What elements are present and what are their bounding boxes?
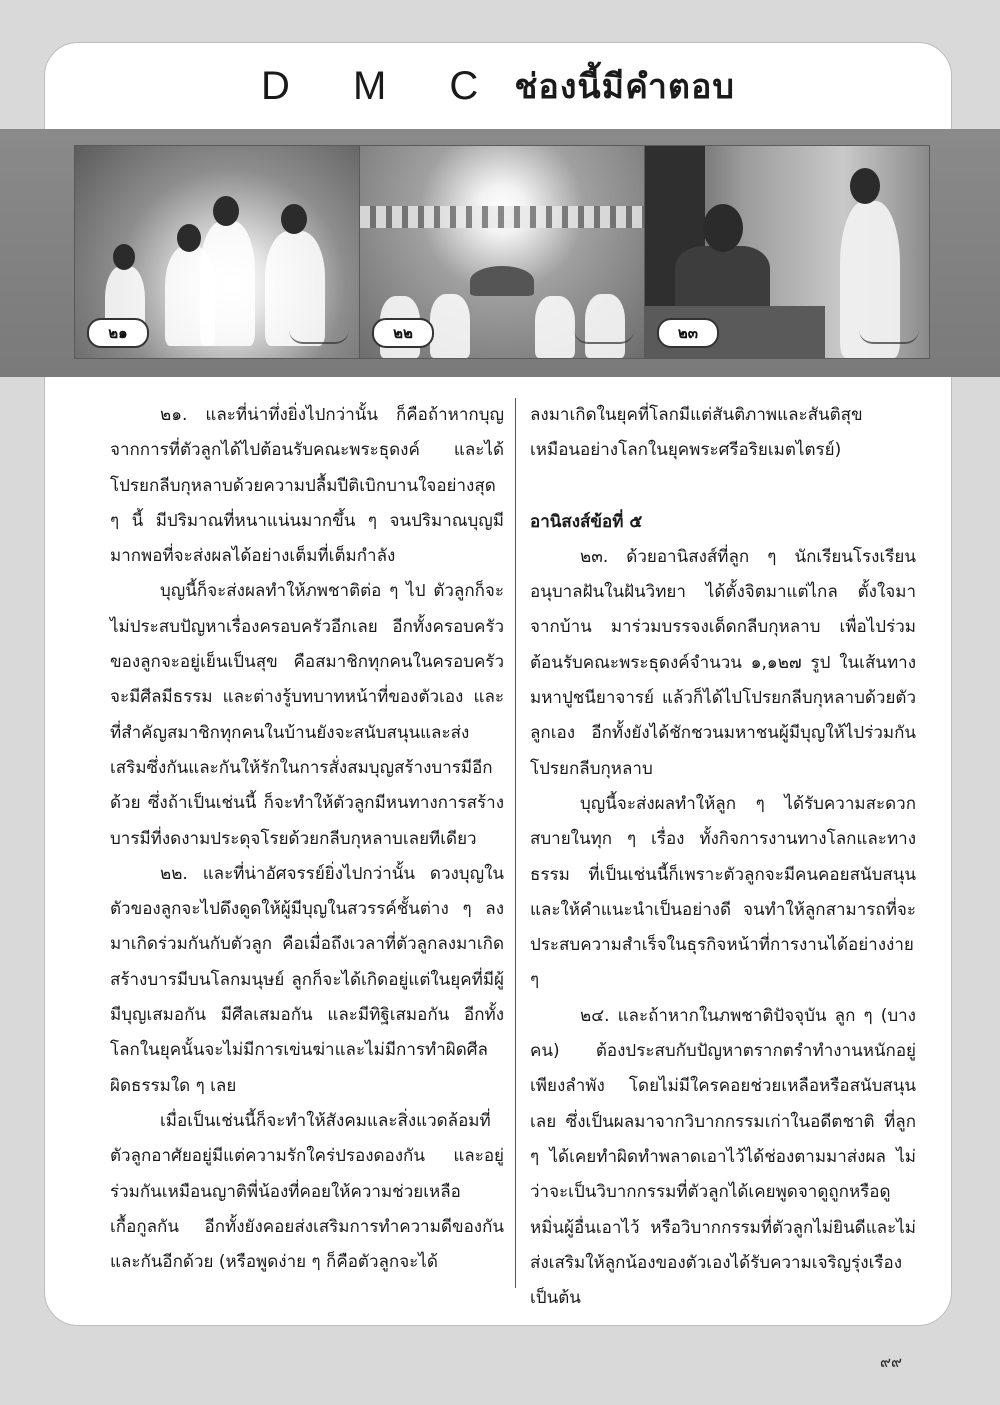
figure-father [265, 231, 325, 346]
paragraph: ๒๒. และที่น่าอัศจรรย์ยิ่งไปกว่านั้น ดวงบุญในตัวของลูกจะไปดึงดูดให้ผู้มีบุญในสวรรค์ชั้นต่าง ๆ ลงมาเกิดร่วมกันกับตัวลูก คือเมื่อถึงเวลาที่ตัวลูกลงมาเกิดสร้างบารมีบนโลกมนุษย์ ลูกก็จะได้เกิดอยู่แต่ในยุคที่มีผู้มีบุญเสมอกัน มีศีลเสมอกัน และมีทิฐิเสมอกัน อีกทั้งโลกในยุคนั้นจะไม่มีการเข่นฆ่าและไม่มีการทำผิดศีลผิดธรรมใด ๆ เลย [110, 863, 504, 1096]
left-column [110, 398, 504, 1280]
paragraph: บุญนี้จะส่งผลทำให้ลูก ๆ ได้รับความสะดวกสบายในทุก ๆ เรื่อง ทั้งกิจการงานทางโลกและทางธรรม ที่เป็นเช่นนี้ก็เพราะตัวลูกจะมีคนคอยสนับสนุนและให้คำแนะนำเป็นอย่างดี จนทำให้ลูกสามารถที่จะประสบความสำเร็จในธุรกิจหน้าที่การงานได้อย่างง่าย ๆ [530, 793, 916, 991]
page-header [45, 43, 951, 129]
illustration-23 [644, 145, 930, 359]
figure-devotee [535, 296, 575, 358]
monks-row [360, 206, 644, 228]
illustration-21 [74, 145, 360, 359]
section-subheading: อานิสงส์ข้อที่ ๕ [530, 511, 643, 532]
figure-devotee [430, 294, 470, 358]
figure-child-head [113, 244, 135, 270]
column-divider [515, 398, 516, 1288]
header-subtitle: ช่องนี้มีคำตอบ [514, 67, 735, 107]
figure-mother-head [213, 196, 239, 226]
paragraph: ๒๓. ด้วยอานิสงส์ที่ลูก ๆ นักเรียนโรงเรียนอนุบาลฝันในฝันวิทยา ได้ตั้งจิตมาแต่ไกล ตั้งใจมาจากบ้าน มาร่วมบรรจงเด็ดกลีบกุหลาบ เพื่อไปร่วมต้อนรับคณะพระธุดงค์จำนวน ๑,๑๒๗ รูป ในเส้นทางมหาปูชนียาจารย์ แล้วก็ได้ไปโปรยกลีบกุหลาบด้วยตัวลูกเอง อีกทั้งยังได้ชักชวนมหาชนผู้มีบุญให้ไปร่วมกันโปรยกลีบกุหลาบ [530, 546, 916, 779]
paragraph-continuation: ลงมาเกิดในยุคที่โลกมีแต่สันติภาพและสันติสุข เหมือนอย่างโลกในยุคพระศรีอริยเมตไตรย์) [530, 405, 863, 461]
paragraph: บุญนี้ก็จะส่งผลทำให้ภพชาติต่อ ๆ ไป ตัวลูกก็จะไม่ประสบปัญหาเรื่องครอบครัวอีกเลย อีกทั้งครอบครัวของลูกจะอยู่เย็นเป็นสุข คือสมาชิกทุกคนในครอบครัวจะมีศีลมีธรรม และต่างรู้บทบาทหน้าที่ของตัวเอง และที่สำคัญสมาชิกทุกคนในบ้านยังจะสนับสนุนและส่งเสริมซึ่งกันและกันให้รักในการสั่งสมบุญสร้างบารมีอีกด้วย ซึ่งถ้าเป็นเช่นนี้ ก็จะทำให้ตัวลูกมีหนทางการสร้างบารมีที่งดงามประดุจโรยด้วยกลีบกุหลาบเลยทีเดียว [110, 581, 504, 849]
watermark-logo [859, 330, 919, 344]
watermark-logo [289, 330, 349, 344]
image-number-badge: ๒๑ [87, 318, 149, 348]
paragraph: เมื่อเป็นเช่นนี้ก็จะทำให้สังคมและสิ่งแวดล้อมที่ตัวลูกอาศัยอยู่มีแต่ความรักใคร่ปรองดองกัน และอยู่ร่วมกันเหมือนญาติพี่น้องที่คอยให้ความช่วยเหลือเกื้อกูลกัน อีกทั้งยังคอยส่งเสริมการทำความดีของกันและกันอีกด้วย (หรือพูดง่าย ๆ ก็คือตัวลูกจะได้ [110, 1110, 504, 1273]
figure-mother [200, 221, 255, 346]
figure-devotee [585, 294, 625, 358]
figure-boy-head [177, 224, 201, 252]
image-number-badge: ๒๓ [657, 318, 719, 348]
paragraph: ๒๑. และที่น่าทึ่งยิ่งไปกว่านั้น ก็คือถ้าหากบุญจากการที่ตัวลูกได้ไปต้อนรับคณะพระธุดงค์ และได้โปรยกลีบกุหลาบด้วยความปลื้มปีติเบิกบานใจอย่างสุด ๆ นี้ มีปริมาณที่หนาแน่นมากขึ้น ๆ จนปริมาณบุญมีมากพอที่จะส่งผลได้อย่างเต็มที่เต็มกำลัง [110, 405, 504, 567]
figure-standing-woman-head [850, 168, 880, 204]
image-number-badge: ๒๒ [372, 318, 434, 348]
watermark-logo [574, 330, 634, 344]
dmc-title: D M C [261, 63, 505, 108]
figure-father-head [281, 204, 307, 234]
figure-seated-woman-head [703, 204, 743, 252]
paragraph: ๒๔. และถ้าหากในภพชาติปัจจุบัน ลูก ๆ (บางคน) ต้องประสบกับปัญหาตรากตรำทำงานหนักอยู่เพียงลำพัง โดยไม่มีใครคอยช่วยเหลือหรือสนับสนุนเลย ซึ่งเป็นผลมาจากวิบากกรรมเก่าในอดีตชาติ ที่ลูก ๆ ได้เคยทำผิดทำพลาดเอาไว้ได้ช่องตามมาส่งผล ไม่ว่าจะเป็นวิบากกรรมที่ตัวลูกได้เคยพูดจาดูถูกหรือดูหมิ่นผู้อื่นเอาไว้ หรือวิบากกรรมที่ตัวลูกไม่ยินดีและไม่ส่งเสริมให้ลูกน้องของตัวเองได้รับความเจริญรุ่งเรือง เป็นต้น [530, 1005, 916, 1309]
altar [470, 266, 534, 296]
right-column [530, 398, 916, 1316]
illustration-22 [359, 145, 645, 359]
page-number: ๙๙ [880, 1353, 902, 1371]
